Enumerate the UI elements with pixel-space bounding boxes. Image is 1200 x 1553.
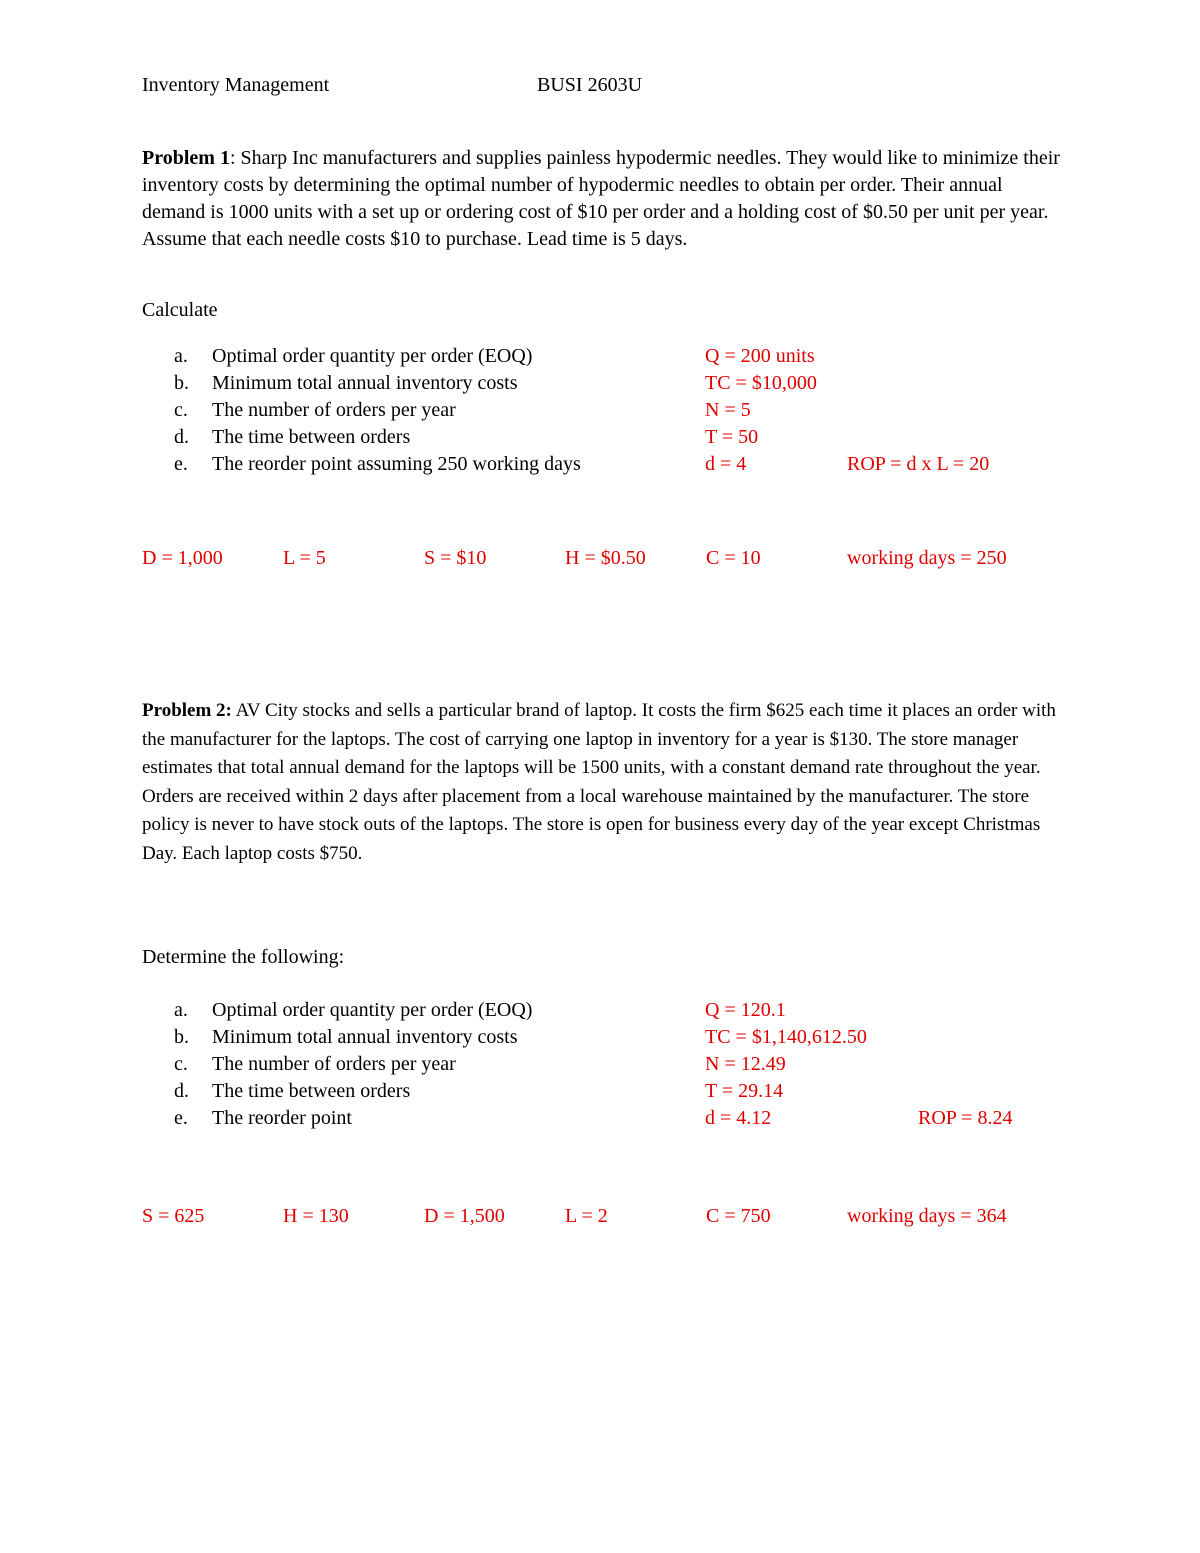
problem2-instruction: Determine the following:: [142, 946, 345, 968]
problem1-question-e: [0, 453, 1200, 480]
question-answer: TC = $1,140,612.50: [705, 1026, 867, 1048]
question-text: The reorder point assuming 250 working days: [212, 453, 581, 475]
problem1-question-b: [0, 372, 1200, 399]
question-letter: d.: [174, 426, 189, 448]
question-answer: N = 5: [705, 399, 751, 421]
variable-value: C = 750: [706, 1205, 771, 1227]
question-answer: Q = 200 units: [705, 345, 815, 367]
question-answer: TC = $10,000: [705, 372, 817, 394]
problem1-label: Problem 1: [142, 147, 230, 169]
variable-value: S = 625: [142, 1205, 205, 1227]
question-text: The number of orders per year: [212, 399, 456, 421]
question-extra-answer: ROP = d x L = 20: [847, 453, 990, 475]
problem1-instruction: Calculate: [142, 299, 218, 321]
question-answer: d = 4: [705, 453, 747, 475]
question-text: Minimum total annual inventory costs: [212, 372, 518, 394]
problem1-question-d: [0, 426, 1200, 453]
question-text: Optimal order quantity per order (EOQ): [212, 999, 533, 1021]
question-letter: b.: [174, 372, 189, 394]
problem2-question-e: [0, 1107, 1200, 1134]
variable-value: L = 2: [565, 1205, 608, 1227]
variable-value: working days = 250: [847, 547, 1007, 569]
variable-value: D = 1,500: [424, 1205, 505, 1227]
variable-value: H = $0.50: [565, 547, 646, 569]
question-answer: d = 4.12: [705, 1107, 772, 1129]
problem2-variables: [0, 1205, 1200, 1232]
problem1-statement: [142, 145, 1062, 253]
question-letter: c.: [174, 1053, 188, 1075]
question-answer: T = 50: [705, 426, 759, 448]
question-letter: c.: [174, 399, 188, 421]
problem2-text: AV City stocks and sells a particular brand of laptop. It costs the firm $625 each time it places an order with the manufacturer for the laptops. The cost of carrying one laptop in inventory for a year is $130. The store manager estimates that total annual demand for the laptops will be 1500 units, with a constant demand rate throughout the year. Orders are received within 2 days after placement from a local warehouse maintained by the manufacturer. The store policy is never to have stock outs of the laptops. The store is open for business every day of the year except Christmas Day. Each laptop costs $750.: [142, 700, 1056, 864]
problem2-question-c: [0, 1053, 1200, 1080]
variable-value: H = 130: [283, 1205, 349, 1227]
question-extra-answer: ROP = 8.24: [918, 1107, 1013, 1129]
problem2-question-b: [0, 1026, 1200, 1053]
variable-value: D = 1,000: [142, 547, 223, 569]
variable-value: working days = 364: [847, 1205, 1007, 1227]
question-text: The time between orders: [212, 1080, 411, 1102]
variable-value: S = $10: [424, 547, 487, 569]
question-letter: b.: [174, 1026, 189, 1048]
question-letter: e.: [174, 453, 188, 475]
question-text: Minimum total annual inventory costs: [212, 1026, 518, 1048]
question-text: The reorder point: [212, 1107, 352, 1129]
variable-value: L = 5: [283, 547, 326, 569]
problem2-label: Problem 2:: [142, 700, 232, 721]
problem1-question-c: [0, 399, 1200, 426]
question-answer: Q = 120.1: [705, 999, 786, 1021]
question-letter: d.: [174, 1080, 189, 1102]
problem1-variables: [0, 547, 1200, 574]
question-letter: e.: [174, 1107, 188, 1129]
question-text: Optimal order quantity per order (EOQ): [212, 345, 533, 367]
course-title: Inventory Management: [142, 74, 330, 96]
problem1-text: : Sharp Inc manufacturers and supplies painless hypodermic needles. They would like to minimize their inventory costs by determining the optimal number of hypodermic needles to obtain per order. Their annual demand is 1000 units with a set up or ordering cost of $10 per order and a holding cost of $0.50 per unit per year. Assume that each needle costs $10 to purchase. Lead time is 5 days.: [142, 147, 1060, 250]
problem2-question-d: [0, 1080, 1200, 1107]
problem2-statement: [142, 697, 1062, 868]
problem2-question-a: [0, 999, 1200, 1026]
question-letter: a.: [174, 999, 188, 1021]
question-letter: a.: [174, 345, 188, 367]
question-text: The time between orders: [212, 426, 411, 448]
question-answer: N = 12.49: [705, 1053, 786, 1075]
course-code: BUSI 2603U: [537, 74, 643, 96]
question-answer: T = 29.14: [705, 1080, 784, 1102]
variable-value: C = 10: [706, 547, 761, 569]
problem1-question-a: [0, 345, 1200, 372]
question-text: The number of orders per year: [212, 1053, 456, 1075]
